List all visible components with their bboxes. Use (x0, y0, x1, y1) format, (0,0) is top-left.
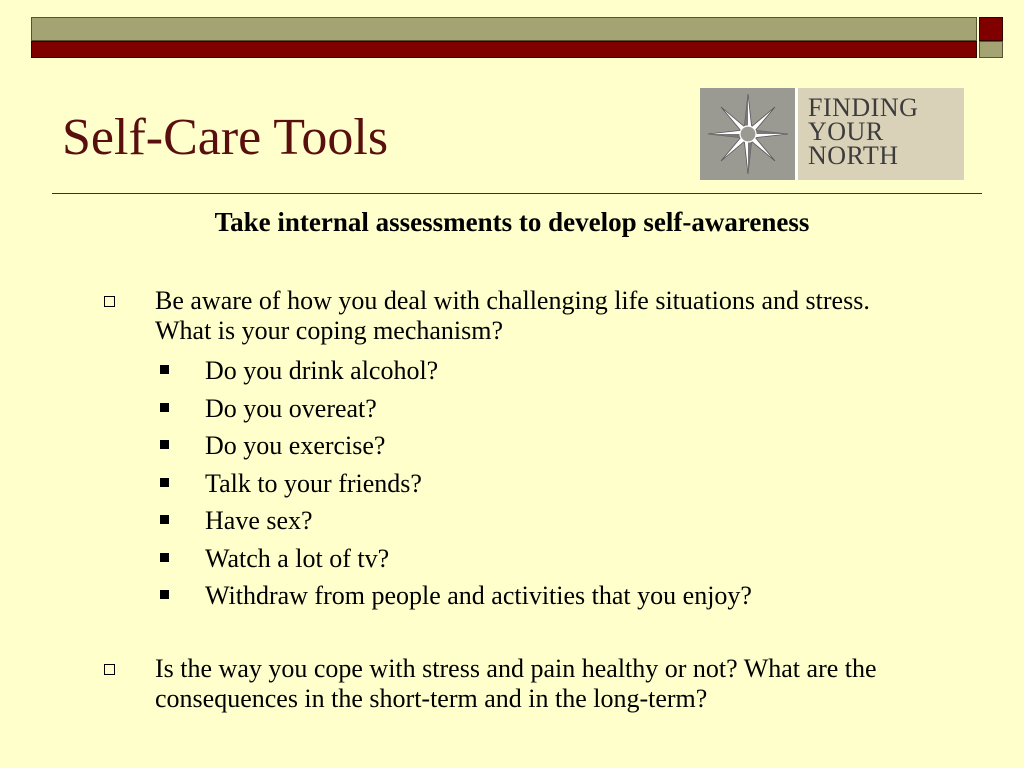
header-bar-maroon (31, 41, 977, 58)
hollow-square-bullet-icon (104, 664, 115, 675)
hollow-square-bullet-icon (104, 296, 115, 307)
list-item-text: Have sex? (205, 506, 313, 535)
compass-star-icon (700, 88, 795, 180)
header-square-maroon (979, 17, 1003, 41)
list-item-text: Talk to your friends? (205, 468, 422, 498)
finding-your-north-logo (700, 88, 964, 180)
title-divider (52, 193, 982, 194)
list-item-text: Watch a lot of tv? (205, 543, 390, 573)
header-square-olive (979, 41, 1003, 58)
filled-square-bullet-icon (160, 590, 169, 599)
slide-title: Self-Care Tools (62, 109, 389, 166)
list-item-text: Do you overeat? (205, 393, 377, 423)
filled-square-bullet-icon (160, 478, 169, 487)
bullet-healthy-coping: Is the way you cope with stress and pain healthy or not? What are the consequences in the short-term and in the long-term? (155, 654, 877, 713)
filled-square-bullet-icon (160, 365, 169, 374)
filled-square-bullet-icon (160, 515, 169, 524)
filled-square-bullet-icon (160, 440, 169, 449)
bullet-coping-mechanism: Be aware of how you deal with challenging life situations and stress. What is your coping mechanism? (155, 286, 870, 345)
slide-subtitle: Take internal assessments to develop self-awareness (214, 207, 810, 237)
list-item-text: Withdraw from people and activities that you enjoy? (205, 581, 752, 610)
filled-square-bullet-icon (160, 553, 169, 562)
header-bar-olive (31, 17, 977, 41)
list-item-text: Do you drink alcohol? (205, 356, 439, 385)
logo-line-3: NORTH (808, 141, 899, 170)
filled-square-bullet-icon (160, 403, 169, 412)
list-item-text: Do you exercise? (205, 431, 386, 460)
logo-line-1: FINDING (808, 93, 919, 122)
logo-line-2: YOUR (808, 117, 884, 146)
logo-wordmark (798, 88, 964, 180)
